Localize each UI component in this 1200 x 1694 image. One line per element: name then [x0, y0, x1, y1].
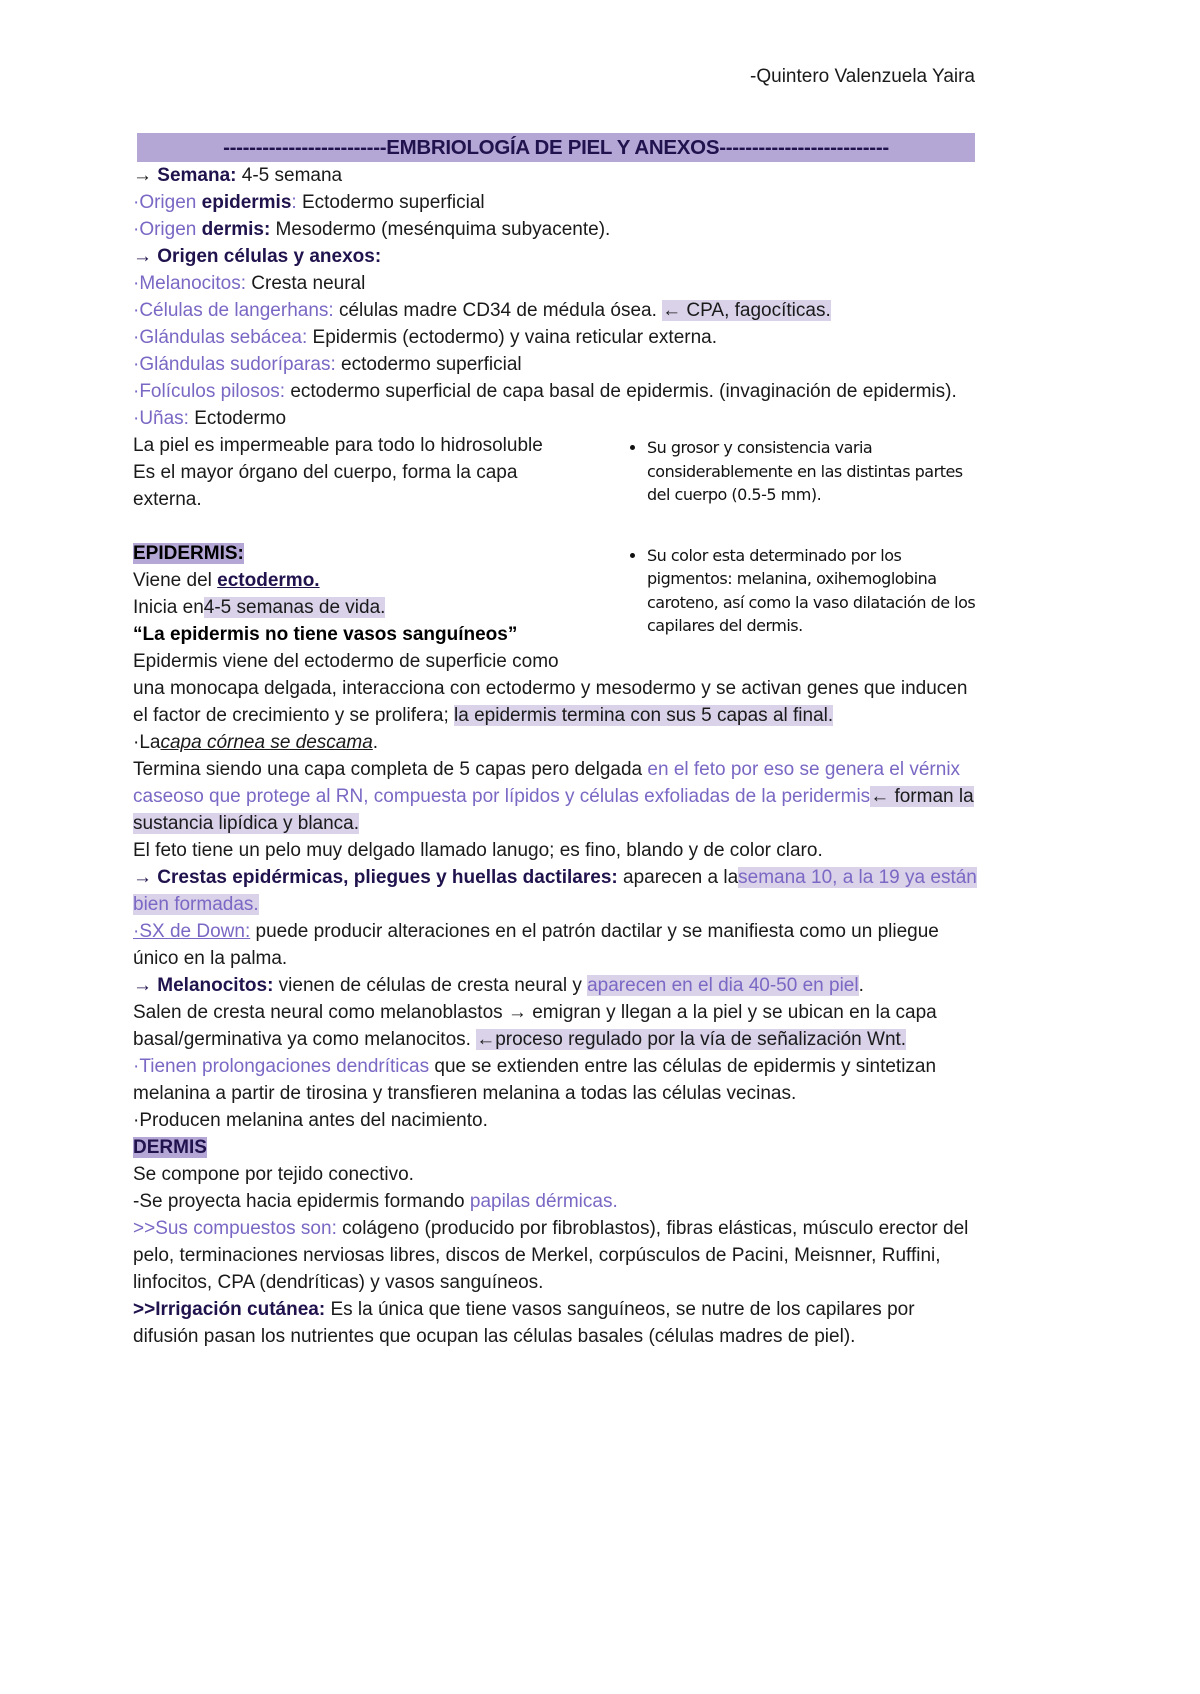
line: ·Producen melanina antes del nacimiento. [133, 1110, 488, 1131]
text: Epidermis viene del ectodermo de superficie como una monocapa delgada, interacciona con ectodermo y mesodermo y se activan genes que inducen el factor de crecimiento y se prolifera; [133, 651, 968, 726]
label: ·Glándulas sebácea: [133, 327, 308, 348]
text: Termina siendo una capa completa de 5 capas pero delgada [133, 759, 648, 780]
highlight: aparecen en el dia 40-50 en piel [587, 975, 859, 996]
line-origen-dermis [133, 216, 979, 243]
value: 4-5 semana [236, 165, 343, 186]
term-ectodermo: ectodermo. [217, 570, 320, 591]
label: ·Células de langerhans: [133, 300, 334, 321]
purple-text: en el feto por eso se genera el vérnix caseoso que protege al RN, compuesta por lípidos y células exfoliadas de la peridermis [133, 759, 961, 807]
line [133, 999, 979, 1053]
quote: “La epidermis no tiene vasos sanguíneos” [133, 624, 518, 645]
side-note-grosor: • Su grosor y consistencia varia considerablemente en las distintas partes del cuerpo (0.5-5 mm). [647, 436, 979, 507]
line-mayor-organo: Es el mayor órgano del cuerpo, forma la capa externa. [133, 462, 518, 510]
value: Ectodermo [188, 408, 287, 429]
dermis-section [133, 1134, 979, 1161]
value: células madre CD34 de médula ósea. [333, 300, 663, 321]
text: puede producir alteraciones en el patrón dactilar y se manifiesta como un pliegue único en la palma. [133, 921, 939, 969]
text: . [372, 732, 379, 753]
value: Cresta neural [246, 273, 366, 294]
value: ectodermo superficial [335, 354, 522, 375]
document-body [133, 133, 979, 1350]
text: -Se proyecta hacia epidermis formando [133, 1191, 470, 1212]
line-langerhans [133, 297, 979, 324]
purple-text: papilas dérmicas. [469, 1191, 618, 1212]
line-sudoriparas [133, 351, 979, 378]
line-sebacea [133, 324, 979, 351]
colon: : [291, 192, 297, 213]
line [133, 1215, 979, 1296]
line [133, 756, 979, 837]
arrow: → [133, 165, 158, 186]
line [133, 729, 979, 756]
term-sx-down: ·SX de Down: [133, 921, 251, 942]
heading-origen-celulas: → Origen células y anexos: [133, 246, 382, 267]
line-impermeable: La piel es impermeable para todo lo hidrosoluble [133, 435, 543, 456]
purple-text: ·Tienen prolongaciones dendríticas [133, 1056, 430, 1077]
label-semana: Semana: [157, 165, 237, 186]
highlight: la epidermis termina con sus 5 capas al final. [454, 705, 834, 726]
text: Inicia en [133, 597, 204, 618]
text: Es la única que tiene vasos sanguíneos, se nutre de los capilares por difusión pasan los nutrientes que ocupan las células basales (células madres de piel). [133, 1299, 915, 1347]
line-unas [133, 405, 979, 432]
line [133, 918, 979, 972]
document-title: -------------------------EMBRIOLOGÍA DE PIEL Y ANEXOS-------------------------- [137, 133, 975, 162]
label: ·Origen [133, 219, 202, 240]
value: Epidermis (ectodermo) y vaina reticular externa. [307, 327, 717, 348]
label: ·Uñas: [133, 408, 189, 429]
text: vienen de células de cresta neural y [273, 975, 588, 996]
text: colágeno (producido por fibroblastos), fibras elásticas, músculo erector del pelo, terminaciones nerviosas libres, discos de Merkel, corpúsculos de Pacini, Meisnner, Ruffini, linfocitos, CPA (dendríticas) y vasos sanguíneos. [133, 1218, 969, 1293]
text: Salen de cresta neural como melanoblastos → emigran y llegan a la piel y se ubican en la capa basal/germinativa ya como melanocitos. [133, 1002, 937, 1050]
label: ·Origen [133, 192, 202, 213]
highlight: semana 10, a la 19 ya están bien formadas. [133, 867, 977, 915]
value: Ectodermo superficial [296, 192, 485, 213]
line-origen-epidermis [133, 189, 979, 216]
highlight: ← CPA, fagocíticas. [662, 300, 831, 321]
line [133, 864, 979, 918]
label: >>Irrigación cutánea: [133, 1299, 326, 1320]
text: aparecen a la [617, 867, 739, 888]
line-semana [133, 162, 979, 189]
author-name: -Quintero Valenzuela Yaira [750, 66, 975, 87]
text: ·La [133, 732, 161, 753]
side-note-color: • Su color esta determinado por los pigmentos: melanina, oxihemoglobina caroteno, así como la vaso dilatación de los capilares del dermis. [647, 544, 979, 638]
line [133, 1296, 979, 1350]
label: >>Sus compuestos son: [133, 1218, 337, 1239]
line [133, 1188, 979, 1215]
term: epidermis [201, 192, 292, 213]
line-melanocitos [133, 270, 979, 297]
line-foliculos [133, 378, 979, 405]
term: → Melanocitos: [133, 975, 274, 996]
value: Mesodermo (mesénquima subyacente). [270, 219, 611, 240]
text: Viene del [133, 570, 218, 591]
line [133, 972, 979, 999]
emphasis: capa córnea se descama [160, 732, 373, 753]
text: . [858, 975, 864, 996]
highlight: 4-5 semanas de vida. [203, 597, 386, 618]
label: ·Folículos pilosos: [133, 381, 286, 402]
side-notes-image [625, 436, 979, 668]
heading-epidermis: EPIDERMIS: [133, 543, 244, 564]
line [133, 1053, 979, 1107]
term: → Crestas epidérmicas, pliegues y huellas dactilares: [133, 867, 618, 888]
label: ·Glándulas sudoríparas: [133, 354, 336, 375]
line: Se compone por tejido conectivo. [133, 1164, 414, 1185]
value: ectodermo superficial de capa basal de epidermis. (invaginación de epidermis). [285, 381, 957, 402]
highlight: ← forman la sustancia lipídica y blanca. [133, 786, 974, 834]
term: dermis: [201, 219, 271, 240]
heading-dermis: DERMIS [133, 1137, 207, 1158]
label: ·Melanocitos: [133, 273, 246, 294]
line: El feto tiene un pelo muy delgado llamado lanugo; es fino, blando y de color claro. [133, 840, 823, 861]
highlight: ←proceso regulado por la vía de señalización Wnt. [476, 1029, 907, 1050]
text: que se extienden entre las células de epidermis y sintetizan melanina a partir de tirosina y transfieren melanina a todas las células vecinas. [133, 1056, 937, 1104]
